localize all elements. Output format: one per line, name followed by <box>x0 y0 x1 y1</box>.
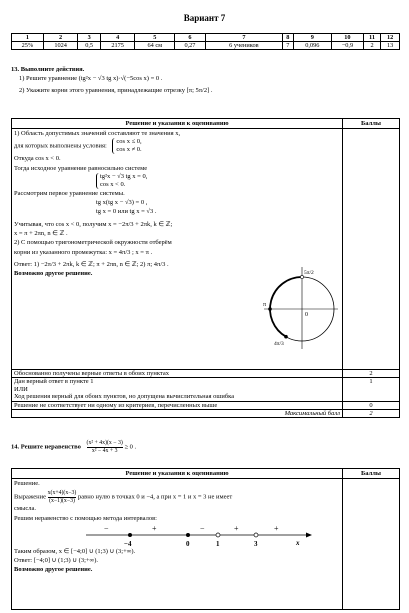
sol-line: Ответ: 1) −2π/3 + 2πk, k ∈ ℤ; π + 2πn, n ∈ ℤ; 2) π; 4π/3 . <box>14 260 169 268</box>
answer-number-cell: 8 <box>283 34 294 42</box>
task14-fraction <box>87 440 123 454</box>
sol-text: равно нулю в точках 0 и −4, а при x = 1 и x = 3 не имеет <box>78 493 233 501</box>
answer-value-cell: 64 см <box>135 42 175 50</box>
task13-points-cell <box>343 129 400 370</box>
sol-line: смысла. <box>14 505 37 513</box>
answer-number-cell: 11 <box>363 34 381 42</box>
answer-number-cell: 9 <box>293 34 332 42</box>
answer-number-cell: 12 <box>381 34 400 42</box>
answer-value-cell: 6 учеников <box>205 42 282 50</box>
label-4pi3: 4π/3 <box>274 341 284 347</box>
answers-table <box>11 33 400 50</box>
max-score-row <box>12 409 400 417</box>
sol-text: Выражение <box>14 493 46 501</box>
task14-solution-row <box>12 479 400 610</box>
task13-heading: 13. Выполните действия. <box>11 66 85 73</box>
sys-line: cos x < 0. <box>100 180 126 188</box>
answer-value-cell: 0,096 <box>293 42 332 50</box>
answer-value-cell: 25% <box>12 42 44 50</box>
answer-number-cell: 7 <box>205 34 282 42</box>
criteria-text: Обоснованно получены верные ответы в обоих пунктах <box>12 370 343 378</box>
sys-line: cos x ≤ 0, <box>116 138 142 146</box>
task13-part1: 1) Решите уравнение (tg²x − √3 tg x)·√(−5cos x) = 0 . <box>19 74 163 82</box>
interval-axis <box>84 523 314 547</box>
answer-value-cell: 0,5 <box>78 42 101 50</box>
sol-line <box>14 173 340 189</box>
label-5pi2: 5π/2 <box>304 270 314 276</box>
answers-value-row <box>12 42 400 50</box>
criteria-row <box>12 370 400 378</box>
sol-line: Тогда исходное уравнение равносильно системе <box>14 164 148 172</box>
sol-line: Рассмотрим первое уравнение системы. <box>14 189 125 197</box>
criteria-points: 1 <box>343 378 400 402</box>
answer-number-cell: 10 <box>332 34 364 42</box>
tick-label: −4 <box>124 539 132 547</box>
fraction-numerator: (x² + 4x)(x − 3) <box>86 440 123 446</box>
answer-value-cell: 7 <box>283 42 294 50</box>
sol-line <box>14 138 340 154</box>
answer-value-cell: 2 <box>363 42 381 50</box>
sol-line: Возможно другое решение. <box>14 566 93 574</box>
answer-value-cell: 0,27 <box>175 42 206 50</box>
answer-value-cell: −0,9 <box>332 42 364 50</box>
tick-label: 0 <box>186 539 190 547</box>
task13-solution-cell <box>12 129 343 370</box>
task13-col-solution: Решение и указания к оцениванию <box>12 119 343 129</box>
max-score-label: Максимальный балл <box>12 409 343 417</box>
task13-solution-row <box>12 129 400 370</box>
criteria-row <box>12 401 400 409</box>
point-zero <box>186 533 190 537</box>
sol-line: Откуда cos x < 0. <box>14 155 61 163</box>
sol-line: Возможно другое решение. <box>14 270 93 278</box>
answer-number-cell: 6 <box>175 34 206 42</box>
sol-line: Решение. <box>14 480 40 487</box>
sys-line: cos x ≠ 0. <box>116 146 142 154</box>
tick-label: 3 <box>254 539 258 547</box>
task14-statement <box>11 440 136 454</box>
fraction-denominator: x² − 4x + 3 <box>91 447 118 454</box>
task14-header-row <box>12 469 400 479</box>
sol-line: Таким образом, x ∈ [−4;0] ∪ (1;3) ∪ (3;+∞). <box>14 547 136 555</box>
answer-number-cell: 2 <box>43 34 78 42</box>
point-pi <box>268 307 272 311</box>
task13-col-points: Баллы <box>343 119 400 129</box>
label-pi: π <box>263 302 267 308</box>
tick-label: 1 <box>216 539 220 547</box>
sol-line: tg x(tg x − √3) = 0 , <box>96 199 148 207</box>
sol-line: 2) С помощью тригонометрической окружности отберём <box>14 239 172 247</box>
criteria-row <box>12 378 400 402</box>
sign-label: − <box>104 523 109 533</box>
criteria-points: 2 <box>343 370 400 378</box>
sol-line <box>14 490 340 504</box>
sol-fraction <box>48 490 77 504</box>
task14-heading: 14. Решите неравенство <box>11 443 81 451</box>
axis-arrow-icon <box>306 532 312 537</box>
criteria-text: Решение не соответствует ни одному из критериев, перечисленных выше <box>12 401 343 409</box>
answer-number-cell: 1 <box>12 34 44 42</box>
point-minus4 <box>128 533 132 537</box>
sol-text: для которых выполнены условия: <box>14 142 107 150</box>
answer-number-cell: 5 <box>135 34 175 42</box>
point-three <box>254 533 258 537</box>
system-main <box>96 173 147 189</box>
max-score-value: 2 <box>343 409 400 417</box>
inequality-rhs: ≥ 0 . <box>124 443 137 451</box>
criteria-points: 0 <box>343 401 400 409</box>
answer-value-cell: 2175 <box>100 42 135 50</box>
sol-line: Решим неравенство с помощью метода интервалов: <box>14 514 157 522</box>
answers-header-row <box>12 34 400 42</box>
sol-line: Учитывая, что cos x < 0, получим x = −2π/3 + 2πk, k ∈ ℤ; <box>14 220 173 228</box>
label-zero: 0 <box>305 312 308 318</box>
sign-label: + <box>274 523 279 533</box>
sign-label: + <box>234 523 239 533</box>
point-4pi3 <box>284 335 288 339</box>
sol-fraction-den: (x−1)(x−3) <box>49 497 75 504</box>
interval-arc <box>270 277 302 337</box>
task14-points-cell <box>343 479 400 610</box>
sign-label: + <box>152 523 157 533</box>
system-odz <box>112 138 141 154</box>
task13-statement <box>11 66 213 96</box>
sol-line: tg x = 0 или tg x = √3 . <box>96 208 157 216</box>
task13-header-row <box>12 119 400 129</box>
answer-value-cell: 13 <box>381 42 400 50</box>
sol-line: корни из указанного промежутка: x = 4π/3 ; x = π . <box>14 248 153 256</box>
sol-line: 1) Область допустимых значений составляют те значения x, <box>14 130 181 137</box>
page-title: Вариант 7 <box>183 13 226 23</box>
sol-line: x = π + 2πn, n ∈ ℤ . <box>14 230 68 238</box>
axis-variable: x <box>296 538 300 547</box>
sign-label: − <box>200 523 205 533</box>
sys-line: tg²x − √3 tg x = 0, <box>100 172 148 180</box>
sol-fraction-num: x(x+4)(x−3) <box>47 490 77 497</box>
answer-number-cell: 4 <box>100 34 135 42</box>
task14-col-solution: Решение и указания к оцениванию <box>12 469 343 479</box>
criteria-text: Дан верный ответ в пункте 1 ИЛИ Ход решения верный для обоих пунктов, но допущена вычислительная ошибка <box>12 378 343 402</box>
task13-criteria-table <box>11 118 400 418</box>
answer-number-cell: 3 <box>78 34 101 42</box>
sol-line: Ответ: [−4;0] ∪ (1;3) ∪ (3;+∞). <box>14 557 98 565</box>
answer-value-cell: 1024 <box>43 42 78 50</box>
point-one <box>216 533 220 537</box>
task14-col-points: Баллы <box>343 469 400 479</box>
trig-circle-diagram <box>262 261 340 351</box>
task14-solution-cell <box>12 479 343 610</box>
task13-part2: 2) Укажите корни этого уравнения, принадлежащие отрезку [π; 5π/2] . <box>19 87 213 94</box>
task14-criteria-table <box>11 468 400 610</box>
